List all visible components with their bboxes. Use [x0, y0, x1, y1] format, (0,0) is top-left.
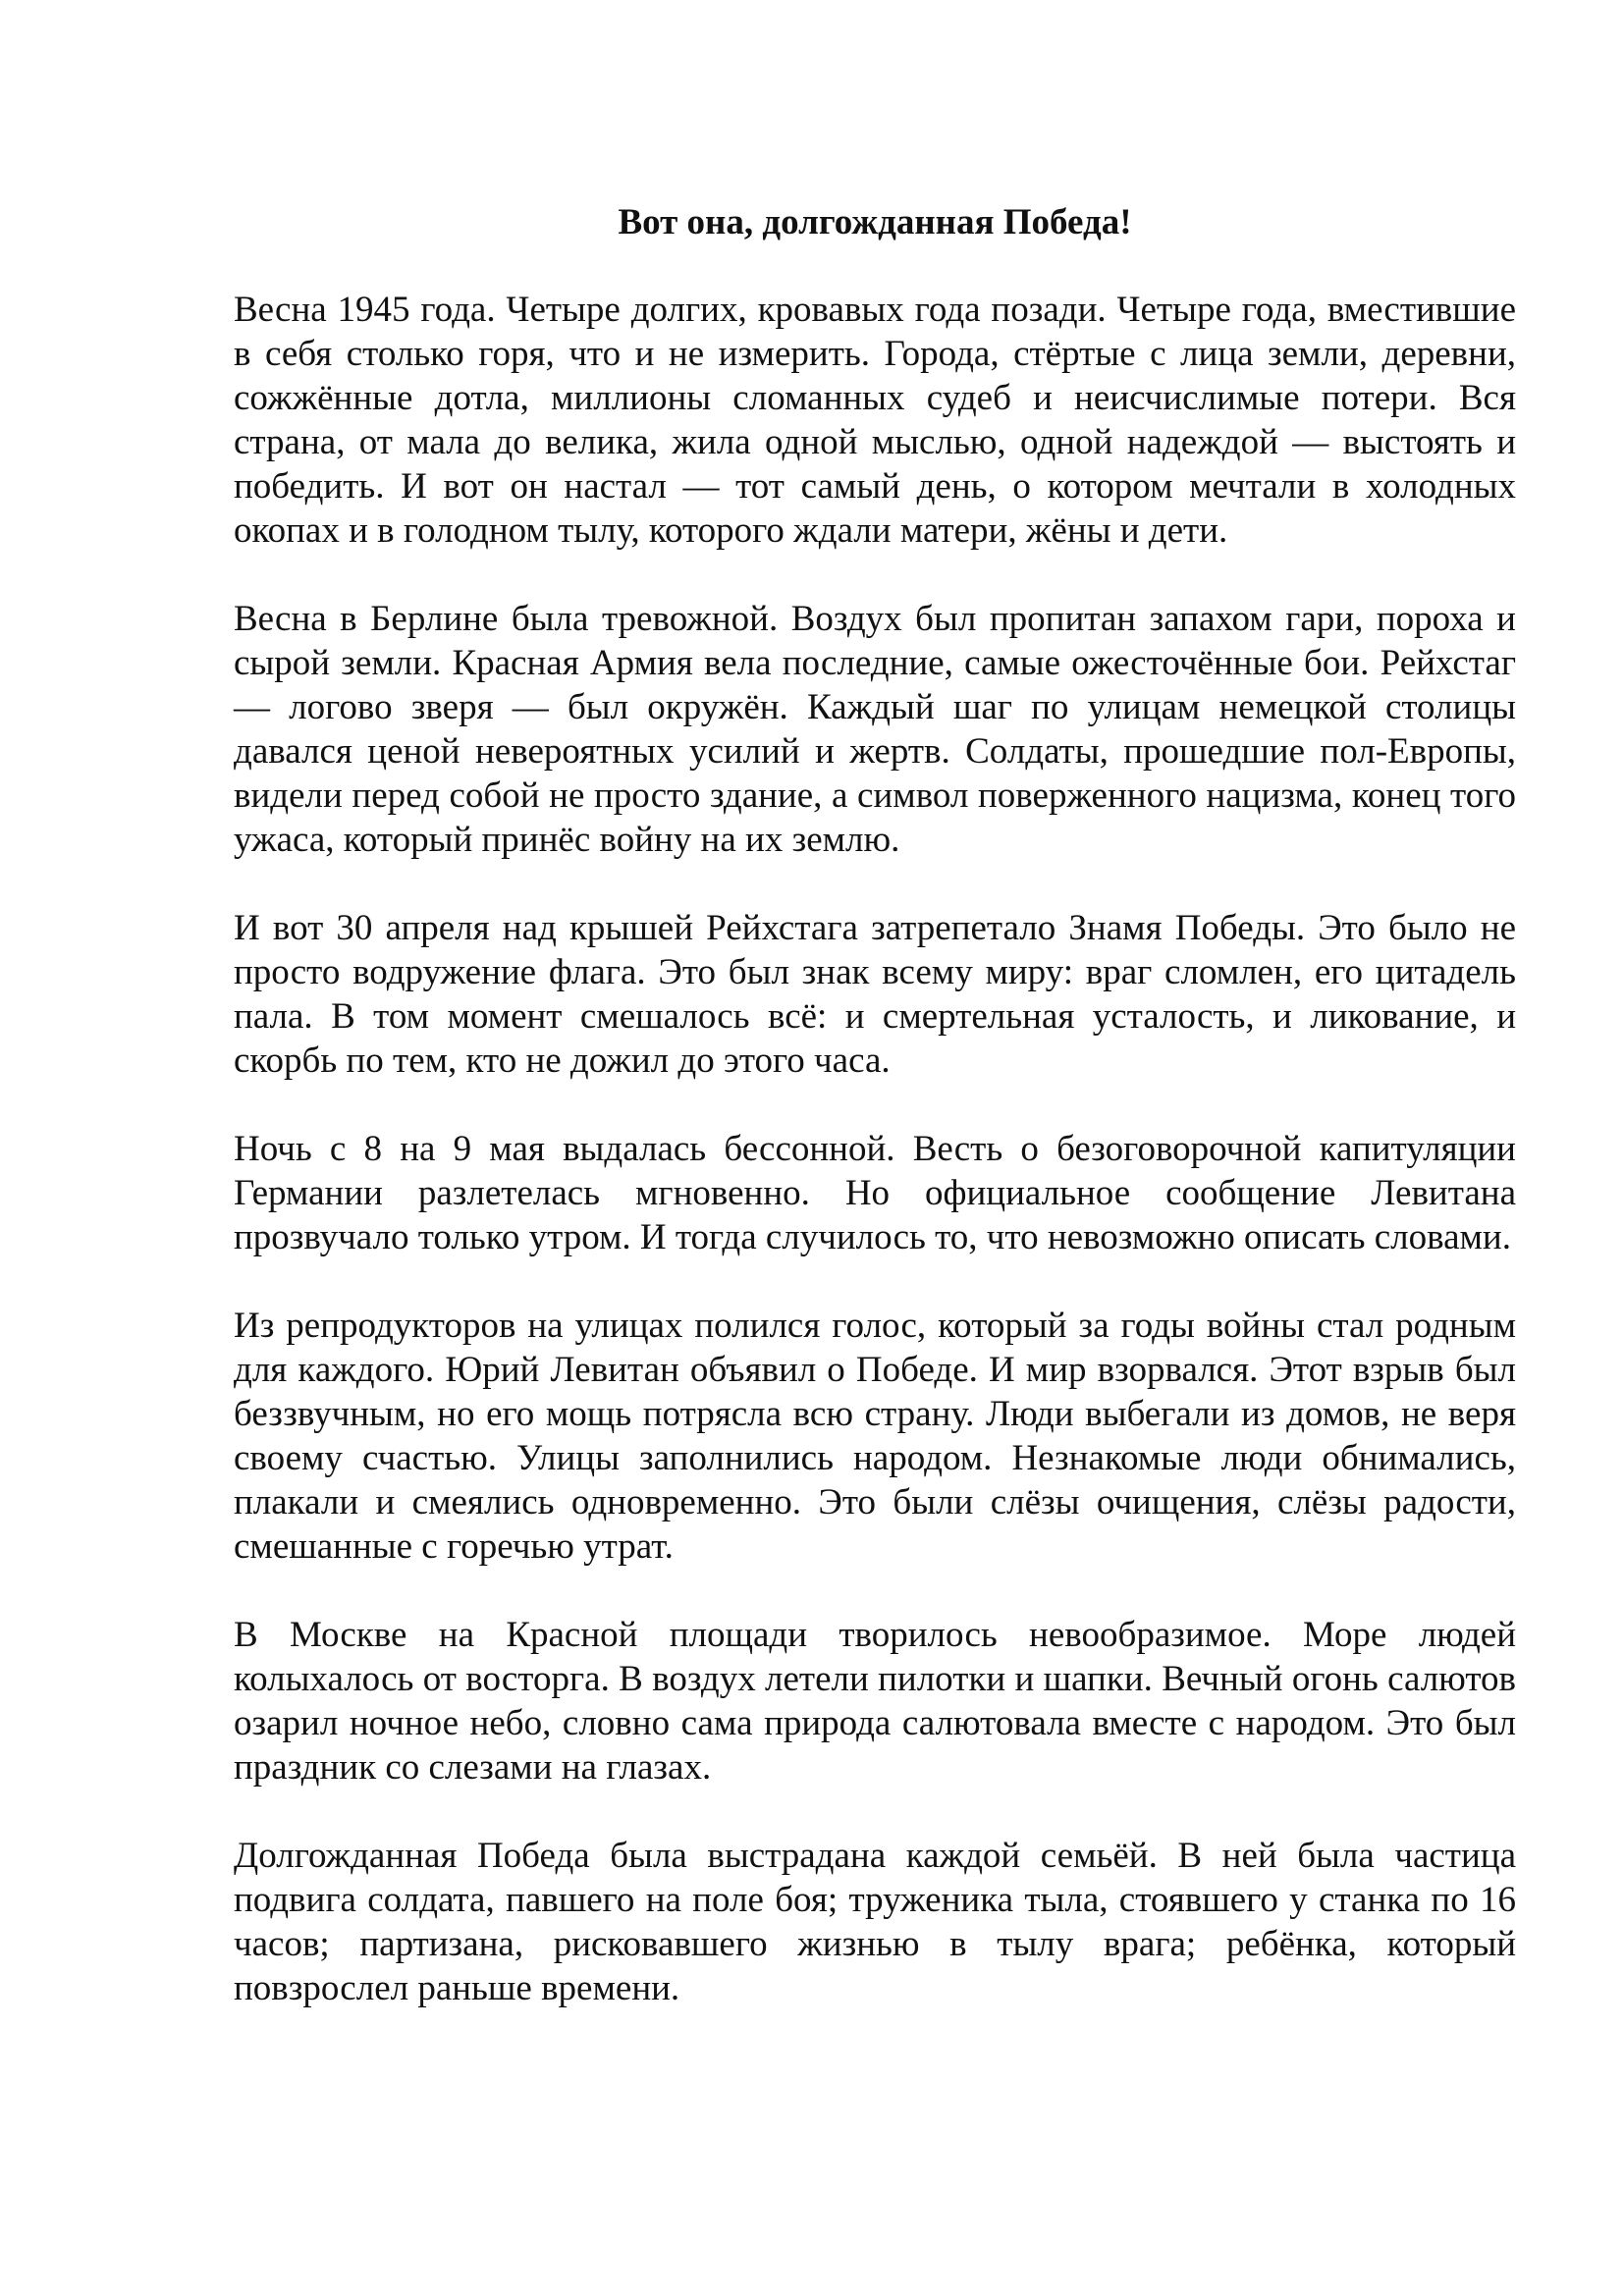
- paragraph: В Москве на Красной площади творилось невообразимое. Море людей колыхалось от восторга. В воздух летели пилотки и шапки. Вечный огонь салютов озарил ночное небо, словно сама природа салютовала вместе с народом. Это был праздник со слезами на глазах.: [234, 1615, 1516, 1788]
- paragraph: Из репродукторов на улицах полился голос, который за годы войны стал родным для каждого. Юрий Левитан объявил о Победе. И мир взорвался. Этот взрыв был беззвучным, но его мощь потрясла всю страну. Люди выбегали из домов, не веря своему счастью. Улицы заполнились народом. Незнакомые люди обнимались, плакали и смеялись одновременно. Это были слёзы очищения, слёзы радости, смешанные с горечью утрат.: [234, 1306, 1516, 1567]
- paragraph: Весна 1945 года. Четыре долгих, кровавых года позади. Четыре года, вместившие в себя столько горя, что и не измерить. Города, стёртые с лица земли, деревни, сожжённые дотла, миллионы сломанных судеб и неисчислимые потери. Вся страна, от мала до велика, жила одной мыслью, одной надеждой — выстоять и победить. И вот он настал — тот самый день, о котором мечтали в холодных окопах и в голодном тылу, которого ждали матери, жёны и дети.: [234, 290, 1516, 551]
- paragraph: И вот 30 апреля над крышей Рейхстага затрепетало Знамя Победы. Это было не просто водружение флага. Это был знак всему миру: враг сломлен, его цитадель пала. В том момент смешалось всё: и смертельная усталость, и ликование, и скорбь по тем, кто не дожил до этого часа.: [234, 908, 1516, 1081]
- document-title: Вот она, долгожданная Победа!: [618, 202, 1132, 242]
- document-body: [234, 200, 1516, 2055]
- paragraph: Весна в Берлине была тревожной. Воздух был пропитан запахом гари, пороха и сырой земли. Красная Армия вела последние, самые ожесточённые бои. Рейхстаг — логово зверя — был окружён. Каждый шаг по улицам немецкой столицы давался ценой невероятных усилий и жертв. Солдаты, прошедшие пол-Европы, видели перед собой не просто здание, а символ поверженного нацизма, конец того ужаса, который принёс войну на их землю.: [234, 599, 1516, 860]
- paragraph: Долгожданная Победа была выстрадана каждой семьёй. В ней была частица подвига солдата, павшего на поле боя; труженика тыла, стоявшего у станка по 16 часов; партизана, рисковавшего жизнью в тылу врага; ребёнка, который повзрослел раньше времени.: [234, 1836, 1516, 2008]
- paragraph: Ночь с 8 на 9 мая выдалась бессонной. Весть о безоговорочной капитуляции Германии разлетелась мгновенно. Но официальное сообщение Левитана прозвучало только утром. И тогда случилось то, что невозможно описать словами.: [234, 1129, 1516, 1257]
